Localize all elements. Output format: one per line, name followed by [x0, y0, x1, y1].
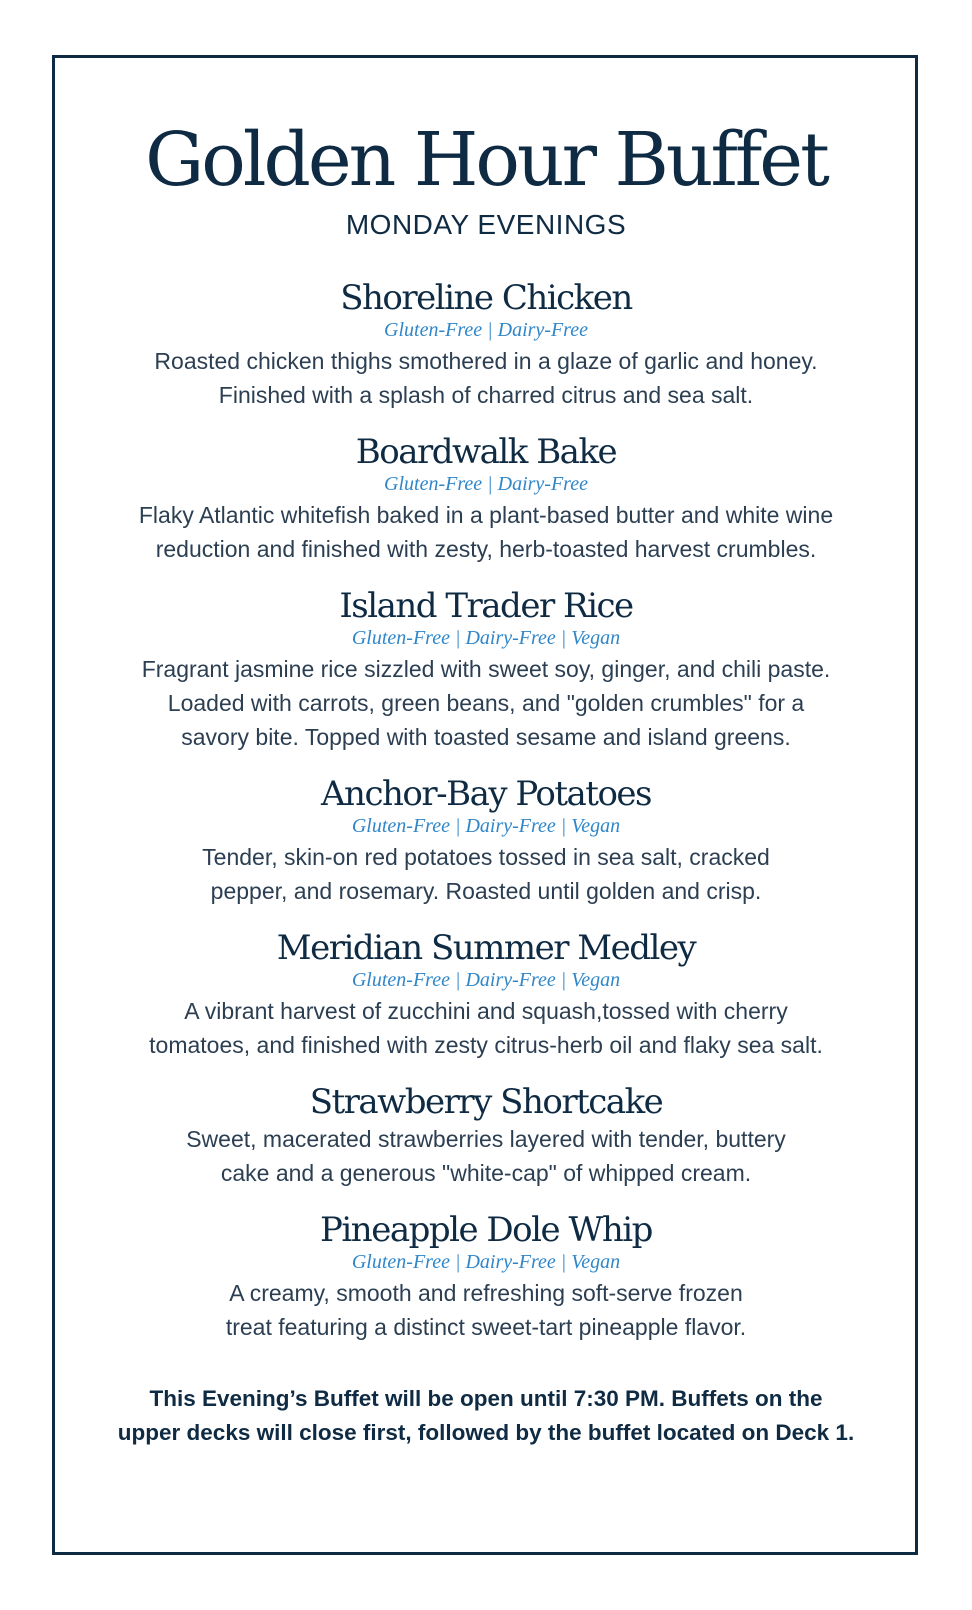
item-description — [0, 1276, 972, 1344]
menu-item-pineapple-dole-whip — [0, 1210, 972, 1344]
item-description-line: Sweet, macerated strawberries layered with tender, buttery — [186, 1126, 786, 1152]
item-dietary-tags: Gluten-Free | Dairy-Free — [384, 319, 588, 341]
item-description-line: cake and a generous "white-cap" of whipped cream. — [220, 1160, 752, 1186]
item-description-line: reduction and finished with zesty, herb-toasted harvest crumbles. — [155, 536, 817, 562]
menu-item-anchor-bay-potatoes — [0, 774, 972, 908]
item-description — [0, 344, 972, 412]
item-description — [0, 840, 972, 908]
item-dietary-tags: Gluten-Free | Dairy-Free | Vegan — [351, 969, 621, 991]
item-description-line: Loaded with carrots, green beans, and "golden crumbles" for a — [167, 690, 805, 716]
item-dietary-tags: Gluten-Free | Dairy-Free — [384, 473, 588, 495]
item-description-line: tomatoes, and finished with zesty citrus-herb oil and flaky sea salt. — [149, 1032, 823, 1058]
menu-item-meridian-summer-medley — [0, 928, 972, 1062]
item-name: Shoreline Chicken — [340, 278, 632, 318]
buffet-hours-notice — [0, 1382, 972, 1450]
menu-item-strawberry-shortcake — [0, 1082, 972, 1190]
item-description-line: treat featuring a distinct sweet-tart pineapple flavor. — [225, 1314, 747, 1340]
notice-line: upper decks will close first, followed by the buffet located on Deck 1. — [117, 1420, 855, 1445]
item-description-line: Finished with a splash of charred citrus and sea salt. — [218, 382, 754, 408]
item-name: Pineapple Dole Whip — [320, 1210, 652, 1250]
menu-item-shoreline-chicken — [0, 278, 972, 412]
item-description-line: A creamy, smooth and refreshing soft-serve frozen — [229, 1280, 743, 1306]
item-description-line: savory bite. Topped with toasted sesame and island greens. — [181, 724, 791, 750]
item-description-line: A vibrant harvest of zucchini and squash,tossed with cherry — [184, 998, 788, 1024]
item-description — [0, 652, 972, 754]
item-dietary-tags: Gluten-Free | Dairy-Free | Vegan — [351, 1251, 621, 1273]
item-description — [0, 994, 972, 1062]
item-description — [0, 1122, 972, 1190]
item-description-line: Flaky Atlantic whitefish baked in a plant-based butter and white wine — [138, 502, 834, 528]
item-description-line: Fragrant jasmine rice sizzled with sweet soy, ginger, and chili paste. — [141, 656, 831, 682]
item-name: Anchor-Bay Potatoes — [321, 774, 651, 814]
item-description — [0, 498, 972, 566]
notice-line: This Evening’s Buffet will be open until 7:30 PM. Buffets on the — [149, 1386, 823, 1411]
menu-list — [0, 278, 972, 1364]
menu-item-island-trader-rice — [0, 586, 972, 754]
item-description-line: pepper, and rosemary. Roasted until golden and crisp. — [210, 878, 762, 904]
item-name: Boardwalk Bake — [355, 432, 617, 472]
item-dietary-tags: Gluten-Free | Dairy-Free | Vegan — [351, 815, 621, 837]
page-subtitle: MONDAY EVENINGS — [345, 209, 627, 240]
item-description-line: Roasted chicken thighs smothered in a glaze of garlic and honey. — [154, 348, 818, 374]
item-dietary-tags: Gluten-Free | Dairy-Free | Vegan — [351, 627, 621, 649]
menu-item-boardwalk-bake — [0, 432, 972, 566]
item-description-line: Tender, skin-on red potatoes tossed in sea salt, cracked — [202, 844, 770, 870]
item-name: Strawberry Shortcake — [309, 1082, 663, 1122]
page-title: Golden Hour Buffet — [145, 117, 827, 203]
item-name: Meridian Summer Medley — [276, 928, 696, 968]
item-name: Island Trader Rice — [339, 586, 633, 626]
